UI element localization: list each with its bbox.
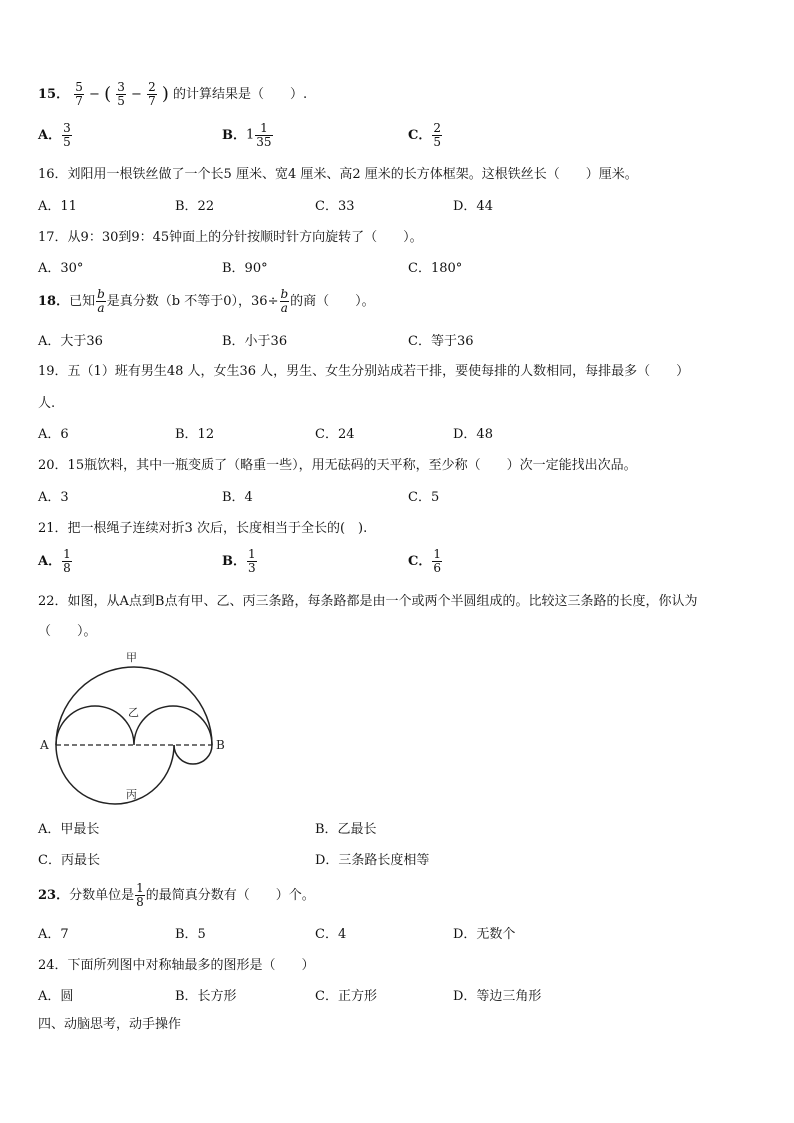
fraction: $\frac{1}{8}$ <box>63 547 71 575</box>
path-bing-loop <box>174 745 212 764</box>
question-21: 21．把一根绳子连续对折3 次后，长度相当于全长的( ). <box>38 521 368 536</box>
question-text: 的计算结果是（ ）. <box>173 87 308 102</box>
option-d[interactable]: D．等边三角形 <box>453 989 542 1004</box>
option-b[interactable]: B．长方形 <box>175 989 237 1004</box>
option-a[interactable]: A． $\frac{3}{5}$ <box>38 121 71 149</box>
question-19-continuation: 人. <box>38 396 56 411</box>
option-a[interactable]: A．11 <box>38 199 77 214</box>
question-16: 16．刘阳用一根铁丝做了一个长5 厘米、宽4 厘米、高2 厘米的长方体框架。这根铁丝长（ ）厘米。 <box>38 167 638 182</box>
fraction: $\frac{b}{a}$ <box>97 287 105 315</box>
fraction: $\frac{b}{a}$ <box>280 287 289 315</box>
path-diagram <box>36 648 236 808</box>
question-23: 23．分数单位是 $\frac{1}{8}$ 的最简真分数有（ ）个。 <box>38 881 315 909</box>
option-c[interactable]: C．正方形 <box>315 989 377 1004</box>
option-b[interactable]: B．1 $\frac{1}{35}$ <box>222 121 272 149</box>
label-bing: 丙 <box>126 788 137 801</box>
question-22: 22．如图，从A点到B点有甲、乙、丙三条路，每条路都是由一个或两个半圆组成的。比较这三条路的长度，你认为 <box>38 594 698 609</box>
question-19: 19．五（1）班有男生48 人，女生36 人，男生、女生分别站成若干排，要使每排的人数相同，每排最多（ ） <box>38 364 690 379</box>
question-17: 17．从9：30到9：45钟面上的分针按顺时针方向旋转了（ ）。 <box>38 230 423 245</box>
option-c[interactable]: C．180° <box>408 261 463 276</box>
option-d[interactable]: D．无数个 <box>453 927 516 942</box>
fraction: $\frac{3}{5}$ <box>117 80 125 108</box>
option-c[interactable]: C．丙最长 <box>38 853 100 868</box>
fraction: $\frac{2}{7}$ <box>148 80 156 108</box>
option-b[interactable]: B．小于36 <box>222 334 288 349</box>
fraction: $\frac{5}{7}$ <box>75 80 83 108</box>
question-18: 18．已知 $\frac{b}{a}$ 是真分数（b 不等于0），36÷ $\frac{b}{a}$ 的商（ ）。 <box>38 287 375 315</box>
label-b: B <box>216 738 225 752</box>
question-24: 24．下面所列图中对称轴最多的图形是（ ） <box>38 958 315 973</box>
option-a[interactable]: A．30° <box>38 261 84 276</box>
question-20: 20．15瓶饮料，其中一瓶变质了（略重一些），用无砝码的天平称，至少称（ ）次一定能找出次品。 <box>38 458 637 473</box>
fraction: $\frac{1}{3}$ <box>248 547 256 575</box>
section-heading: 四、动脑思考，动手操作 <box>38 1017 182 1032</box>
fraction: $\frac{1}{6}$ <box>433 547 441 575</box>
option-a[interactable]: A．3 <box>38 490 69 505</box>
question-number: 15． <box>38 87 70 102</box>
option-a[interactable]: A．甲最长 <box>38 822 100 837</box>
option-b[interactable]: B．5 <box>175 927 206 942</box>
label-a: A <box>40 738 49 752</box>
option-a[interactable]: A．6 <box>38 427 69 442</box>
option-d[interactable]: D．48 <box>453 427 493 442</box>
label-jia: 甲 <box>126 651 137 664</box>
question-15: 15． $\frac{5}{7}$ − ( $\frac{3}{5}$ − $\frac{2}{7}$ ) 的计算结果是（ ）. <box>38 80 308 108</box>
option-b[interactable]: B．4 <box>222 490 253 505</box>
option-a[interactable]: A．大于36 <box>38 334 103 349</box>
option-b[interactable]: B．12 <box>175 427 215 442</box>
fraction: $\frac{3}{5}$ <box>63 121 71 149</box>
option-a[interactable]: A．7 <box>38 927 69 942</box>
question-22-continuation: （ ）。 <box>38 624 97 639</box>
option-c[interactable]: C． $\frac{1}{6}$ <box>408 547 441 575</box>
option-a[interactable]: A． $\frac{1}{8}$ <box>38 547 71 575</box>
option-c[interactable]: C．24 <box>315 427 355 442</box>
option-b[interactable]: B．90° <box>222 261 268 276</box>
option-c[interactable]: C．4 <box>315 927 347 942</box>
fraction: $\frac{1}{8}$ <box>136 881 144 909</box>
fraction: $\frac{1}{35}$ <box>256 121 272 149</box>
option-d[interactable]: D．44 <box>453 199 493 214</box>
path-bing <box>56 745 174 804</box>
option-b[interactable]: B．乙最长 <box>315 822 377 837</box>
label-yi: 乙 <box>128 706 139 719</box>
fraction: $\frac{2}{5}$ <box>433 121 441 149</box>
option-c[interactable]: C．33 <box>315 199 355 214</box>
option-a[interactable]: A．圆 <box>38 989 74 1004</box>
option-c[interactable]: C．5 <box>408 490 440 505</box>
option-b[interactable]: B． $\frac{1}{3}$ <box>222 547 256 575</box>
option-c[interactable]: C．等于36 <box>408 334 474 349</box>
option-b[interactable]: B．22 <box>175 199 215 214</box>
option-c[interactable]: C． $\frac{2}{5}$ <box>408 121 441 149</box>
option-d[interactable]: D．三条路长度相等 <box>315 853 430 868</box>
